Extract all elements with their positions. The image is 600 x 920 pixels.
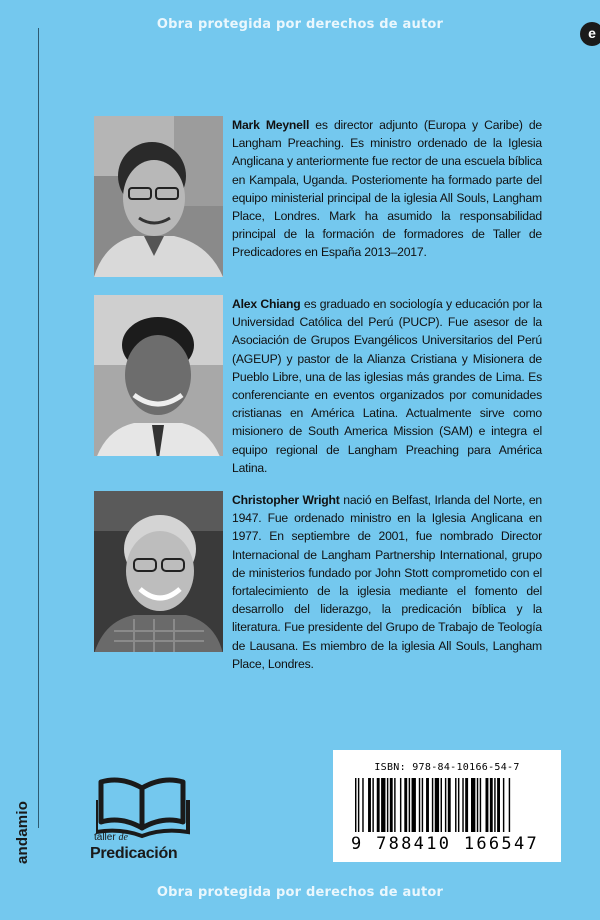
barcode-bar xyxy=(509,778,510,832)
author-name-3: Christopher Wright xyxy=(232,493,340,507)
barcode-bar xyxy=(358,778,359,832)
barcode-bar xyxy=(409,778,410,832)
barcode-bar xyxy=(471,778,475,832)
barcode-bar xyxy=(387,778,388,832)
barcode-bar xyxy=(412,778,416,832)
barcode-bar xyxy=(477,778,478,832)
author-portrait-icon xyxy=(94,116,223,277)
author-name-1: Mark Meynell xyxy=(232,118,310,132)
isbn-barcode xyxy=(333,750,561,862)
author-photo-3 xyxy=(94,491,223,652)
author-photo-2 xyxy=(94,295,223,456)
barcode-bar xyxy=(362,778,363,832)
author-bio-text-3 xyxy=(232,491,542,673)
barcode-bar xyxy=(462,778,463,832)
barcode-bar xyxy=(377,778,380,832)
barcode-bar xyxy=(355,778,356,832)
barcode-bar xyxy=(458,778,459,832)
open-book-icon xyxy=(96,770,196,840)
author-bio-text-2 xyxy=(232,295,542,477)
author-portrait-icon xyxy=(94,491,223,652)
barcode-bar xyxy=(432,778,433,832)
barcode-bar xyxy=(435,778,439,832)
author-description-3: nació en Belfast, Irlanda del Norte, en 1947. Fue ordenado ministro en la Iglesia Anglicana en 1977. En septiembre de 2001, fue nombrado Director Internacional de Langham Partnership International, grupo de ministerios fundado por John Stott comprometido con el fortalecimiento de la iglesia mediante el fomento del desarrollo del liderazgo, la predicación bíblica y la literatura. Fue presidente del Grupo de Trabajo de Teología de Lausana. Es miembro de la iglesia All Souls, Langham Place, Londres. xyxy=(232,493,542,671)
barcode-bar xyxy=(480,778,481,832)
barcode-bar xyxy=(394,778,395,832)
barcode-bar xyxy=(400,778,401,832)
author-portrait-icon xyxy=(94,295,223,456)
spine-publisher: andamio xyxy=(14,800,31,864)
brand-line-1: taller de xyxy=(94,832,128,843)
barcode-bar xyxy=(381,778,385,832)
barcode-bar xyxy=(372,778,373,832)
barcode-bar xyxy=(441,778,442,832)
barcode-bar xyxy=(390,778,393,832)
spine-divider xyxy=(38,28,39,828)
author-description-2: es graduado en sociología y educación por la Universidad Católica del Perú (PUCP). Fue asesor de la Asociación de Grupos Evangélicos Universitarios del Perú (AGEUP) y pastor de la Alianza Cristiana y Misionera de Pueblo Libre, una de las iglesias más grandes de Lima. Es conferenciante en eventos organizados por comunidades cristianas en América Latina. Actualmente sirve como misionero de South America Mission (SAM) e integra el equipo regional de Langham Preaching para América Latina. xyxy=(232,297,542,475)
barcode-bar xyxy=(445,778,446,832)
barcode-bar xyxy=(490,778,493,832)
copyright-watermark-top: Obra protegida por derechos de autor xyxy=(156,17,444,32)
brand-line-2: Predicación xyxy=(90,845,178,862)
isbn-label: ISBN: 978-84-10166-54-7 xyxy=(374,762,520,773)
barcode-bar xyxy=(486,778,489,832)
barcode-bar xyxy=(426,778,429,832)
author-name-2: Alex Chiang xyxy=(232,297,301,311)
barcode-digits: 9 788410 166547 xyxy=(351,834,540,854)
barcode-bar xyxy=(494,778,495,832)
barcode-bar xyxy=(465,778,468,832)
barcode-bar xyxy=(422,778,423,832)
author-description-1: es director adjunto (Europa y Caribe) de Langham Preaching. Es ministro ordenado de la Iglesia Anglicana y anteriormente fue rector de una escuela bíblica en Kampala, Uganda. Posteriomente ha formado parte del equipo ministerial principal de la iglesia All Souls, Langham Place, Londres. Mark ha asumido la responsabilidad principal de la formación de formadores de Taller de Predicadores en España 2013–2017. xyxy=(232,118,542,260)
barcode-bar xyxy=(448,778,451,832)
author-photo-1 xyxy=(94,116,223,277)
barcode-bar xyxy=(419,778,420,832)
barcode-bar xyxy=(503,778,504,832)
barcode-bar xyxy=(455,778,456,832)
copyright-watermark-bottom: Obra protegida por derechos de autor xyxy=(156,885,444,900)
barcode-bar xyxy=(497,778,500,832)
publisher-circle-logo-icon: e xyxy=(580,22,600,46)
barcode-bar xyxy=(404,778,407,832)
author-bio-text-1 xyxy=(232,116,542,262)
barcode-bar xyxy=(368,778,371,832)
